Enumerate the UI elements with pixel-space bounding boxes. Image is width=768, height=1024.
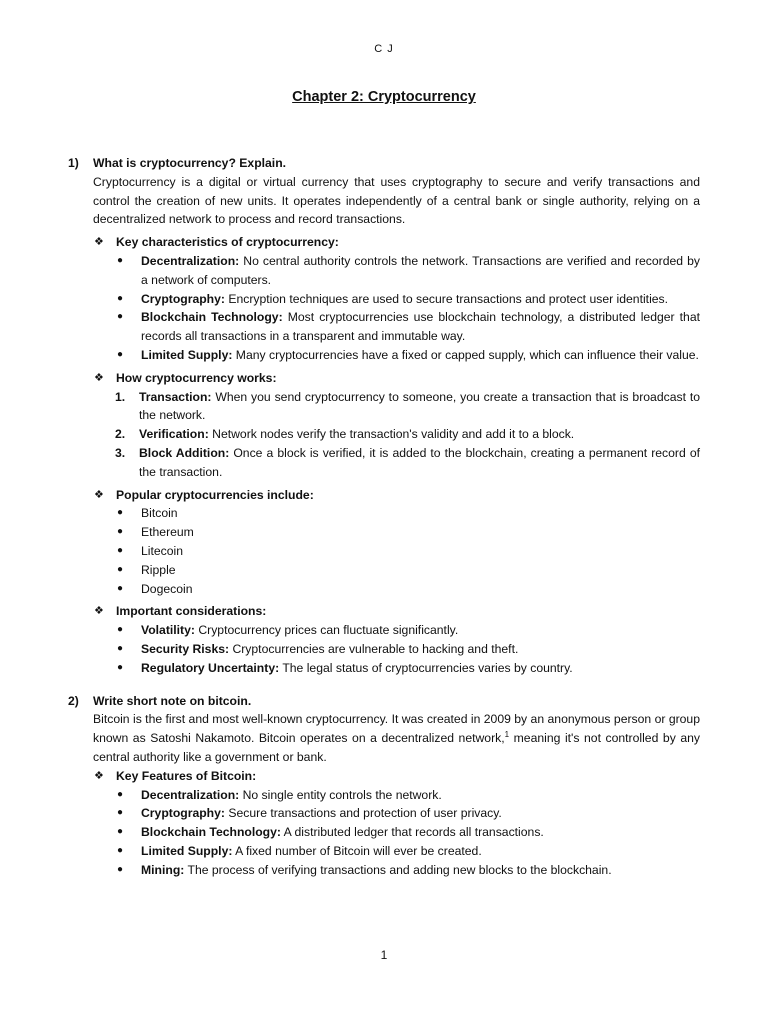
list-item: 2. Verification: Network nodes verify the transaction's validity and add it to a block. [115, 427, 575, 442]
popular-list [68, 504, 700, 598]
diamond-bullet-icon: ❖ [94, 605, 104, 618]
bullet-icon: ● [117, 348, 124, 360]
bullet-icon: ● [117, 826, 124, 838]
diamond-bullet-icon: ❖ [94, 371, 104, 384]
bullet-icon: ● [117, 292, 124, 304]
question-number: 1) [68, 156, 79, 170]
list-item: ● Limited Supply: A fixed number of Bitcoin will ever be created. [115, 842, 700, 861]
bitcoin-paragraph: Bitcoin is the first and most well-known cryptocurrency. It was created in 2009 by an anonymous person or group known as Satoshi Nakamoto. Bitcoin operates on a decentralized network,$^1$ meaning it's not controlled by any central authority like a government or bank. [93, 712, 701, 764]
list-item: ● Dogecoin [115, 580, 700, 599]
list-item: 3. Block Addition: Once a block is verified, it is added to the blockchain, creating a permanent record of the transaction. [115, 445, 700, 479]
bullet-icon: ● [117, 788, 124, 800]
diamond-bullet-icon: ❖ [94, 488, 104, 501]
list-item: 1. Transaction: When you send cryptocurrency to someone, you create a transaction that is broadcast to the network. [115, 389, 700, 423]
diamond-bullet-icon: ❖ [94, 769, 104, 782]
bullet-icon: ● [117, 526, 124, 538]
list-item: ● Cryptography: Encryption techniques are used to secure transactions and protect user identities. [115, 290, 700, 309]
bullet-icon: ● [117, 807, 124, 819]
question-text: Write short note on bitcoin. [93, 693, 252, 708]
list-item: ● Limited Supply: Many cryptocurrencies have a fixed or capped supply, which can influence their value. [115, 346, 700, 365]
diamond-bullet-icon: ❖ [94, 236, 104, 249]
list-item: ● Decentralization: No central authority controls the network. Transactions are verified and recorded by a network of computers. [115, 252, 700, 290]
list-item: ● Regulatory Uncertainty: The legal status of cryptocurrencies varies by country. [115, 659, 700, 678]
list-item: ● Volatility: Cryptocurrency prices can fluctuate significantly. [115, 621, 700, 640]
key-characteristics-heading: ❖ Key characteristics of cryptocurrency: [94, 233, 700, 252]
question-2 [68, 692, 700, 711]
bullet-icon: ● [117, 254, 124, 266]
intro-paragraph: Cryptocurrency is a digital or virtual currency that uses cryptography to secure and verify transactions and control the creation of new units. It operates independently of a central bank or single authority, relying on a decentralized network to process and record transactions. [93, 174, 700, 227]
bitcoin-features-heading: ❖ Key Features of Bitcoin: [94, 767, 700, 786]
list-item: ● Cryptography: Secure transactions and protection of user privacy. [115, 804, 700, 823]
bullet-icon: ● [117, 507, 124, 519]
bullet-icon: ● [117, 642, 124, 654]
bullet-icon: ● [117, 563, 124, 575]
how-it-works-heading: ❖ How cryptocurrency works: [94, 369, 700, 388]
question-text: What is cryptocurrency? Explain. [93, 156, 287, 170]
page-number: 1 [380, 948, 388, 962]
bullet-icon: ● [117, 624, 124, 636]
footnote-reference[interactable]: 1 [504, 730, 510, 740]
list-item: ● Mining: The process of verifying transactions and adding new blocks to the blockchain. [115, 861, 700, 880]
key-characteristics-list [68, 252, 700, 365]
bitcoin-features-list [68, 786, 700, 880]
chapter-title: Chapter 2: Cryptocurrency [292, 89, 476, 105]
list-item: ● Ethereum [115, 523, 700, 542]
bullet-icon: ● [117, 582, 124, 594]
question-1 [68, 154, 700, 173]
question-number: 2) [68, 693, 79, 708]
bullet-icon: ● [117, 863, 124, 875]
list-item: ● Bitcoin [115, 504, 700, 523]
list-item: ● Blockchain Technology: A distributed ledger that records all transactions. [115, 823, 700, 842]
bullet-icon: ● [117, 311, 124, 323]
list-item: ● Security Risks: Cryptocurrencies are vulnerable to hacking and theft. [115, 640, 700, 659]
popular-heading: ❖ Popular cryptocurrencies include: [94, 486, 700, 505]
document-body [68, 154, 700, 879]
list-item: ● Decentralization: No single entity controls the network. [115, 786, 700, 805]
how-it-works-list [68, 388, 700, 482]
bullet-icon: ● [117, 661, 124, 673]
bullet-icon: ● [117, 544, 124, 556]
bullet-icon: ● [117, 844, 124, 856]
considerations-list [68, 621, 700, 677]
list-item: ● Litecoin [115, 542, 700, 561]
list-item: ● Ripple [115, 561, 700, 580]
header-initials: C J [374, 43, 394, 55]
list-item: ● Blockchain Technology: Most cryptocurrencies use blockchain technology, a distributed ledger that records all transactions in a transparent and immutable way. [115, 308, 700, 346]
considerations-heading: ❖ Important considerations: [94, 602, 700, 621]
